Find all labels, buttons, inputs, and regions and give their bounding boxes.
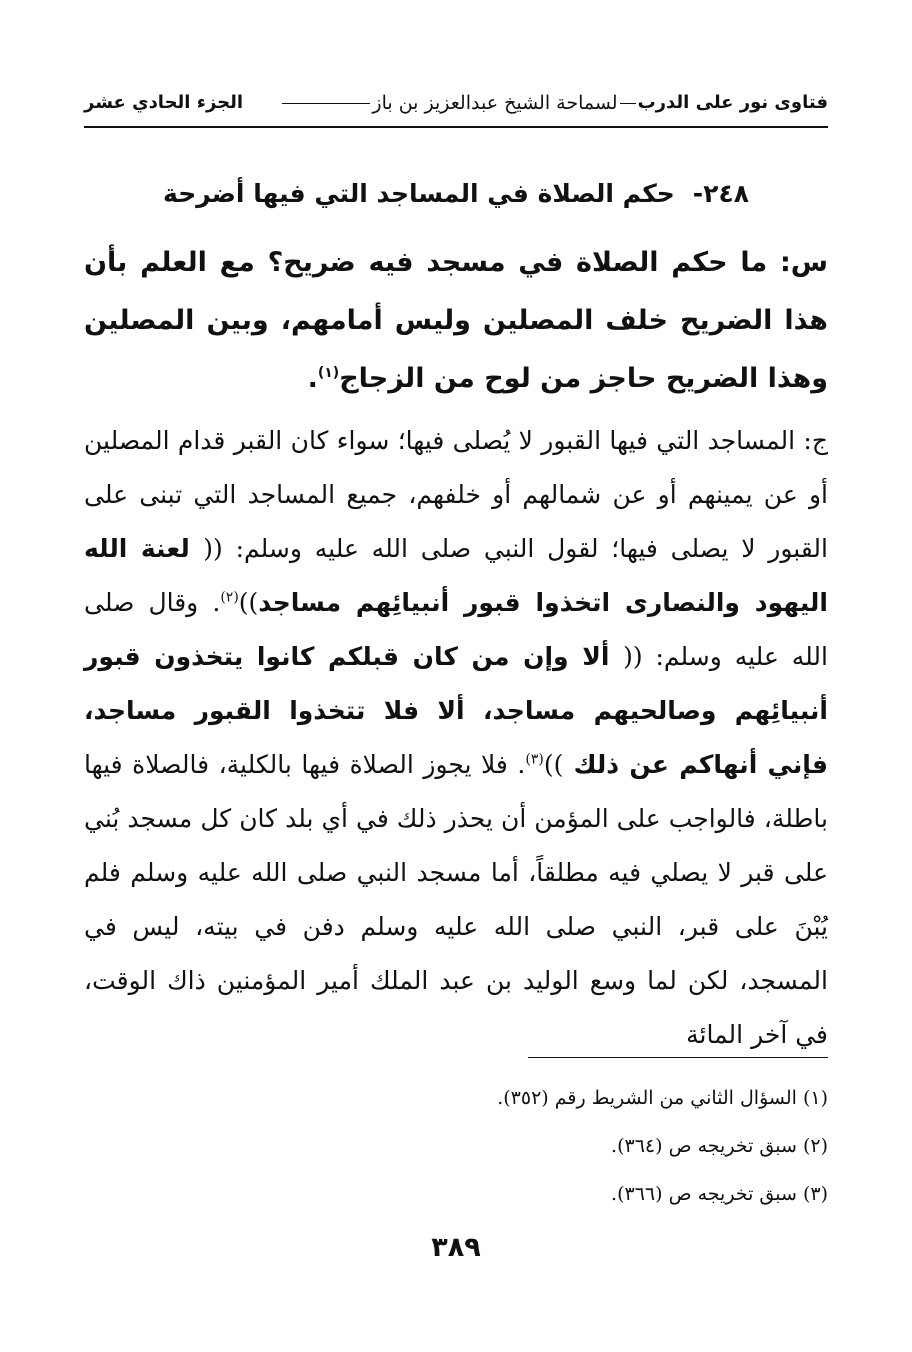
question-paragraph xyxy=(84,234,828,408)
section-heading xyxy=(84,168,828,220)
question-text: س: ما حكم الصلاة في مسجد فيه ضريح؟ مع العلم بأن هذا الضريح خلف المصلين وليس أمامهم، وبين المصلين وهذا الضريح حاجز من لوح من الزجاج xyxy=(84,247,828,394)
answer-text-2: . وقال صلى الله عليه وسلم: (( xyxy=(84,588,828,671)
header-rule xyxy=(84,126,828,128)
footnote-item: (٢) سبق تخريجه ص (٣٦٤). xyxy=(611,1135,828,1157)
page-number: ٣٨٩ xyxy=(431,1232,481,1263)
footnote-ref-2: (٢) xyxy=(220,589,239,606)
answer-paragraph xyxy=(84,414,828,1062)
footnote-rule xyxy=(528,1057,828,1058)
question-end: . xyxy=(307,363,318,394)
footnote-ref-3: (٣) xyxy=(525,751,544,768)
header-dash xyxy=(282,103,370,104)
running-header-title-author xyxy=(280,91,828,114)
volume-label: الجزء الحادي عشر xyxy=(84,92,244,113)
quote-close-2: )) xyxy=(543,750,564,779)
author-name: لسماحة الشيخ عبدالعزيز بن باز xyxy=(372,91,618,114)
footnotes xyxy=(84,1074,828,1218)
book-title: فتاوى نور على الدرب xyxy=(637,92,828,113)
footnote-item: (٣) سبق تخريجه ص (٣٦٦). xyxy=(611,1183,828,1205)
hadith-quote-2: ألا وإن من كان قبلكم كانوا يتخذون قبور أنبيائِهم وصالحيهم مساجد، ألا فلا تتخذوا القبور مساجد، فإني أنهاكم عن ذلك xyxy=(84,642,828,779)
answer-text-1: ج: المساجد التي فيها القبور لا يُصلى فيها؛ سواء كان القبر قدام المصلين أو عن يمينهم أو عن شمالهم أو خلفهم، جميع المساجد التي تبنى على القبور لا يصلى فيها؛ لقول النبي صلى الله عليه وسلم: (( xyxy=(84,426,828,563)
hadith-quote-1: لعنة الله اليهود والنصارى اتخذوا قبور أنبيائِهم مساجد xyxy=(84,534,828,617)
quote-close-1: )) xyxy=(238,588,259,617)
answer-block xyxy=(84,414,828,1062)
question-block xyxy=(84,234,828,408)
section-number: ٢٤٨- xyxy=(692,179,749,208)
answer-text-3: . فلا يجوز الصلاة فيها بالكلية، فالصلاة فيها باطلة، فالواجب على المؤمن أن يحذر ذلك في أي بلد كان كل مسجد بُني على قبر لا يصلي فيه مطلقاً، أما مسجد النبي صلى الله عليه وسلم فلم يُبْنَ على قبر، النبي صلى الله عليه وسلم دفن في بيته، ليس في المسجد، لكن لما وسع الوليد بن عبد الملك أمير المؤمنين ذاك الوقت، في آخر المائة xyxy=(84,750,828,1049)
running-header xyxy=(84,82,828,124)
footnote-item: (١) السؤال الثاني من الشريط رقم (٣٥٢). xyxy=(497,1087,828,1109)
section-title: حكم الصلاة في المساجد التي فيها أضرحة xyxy=(163,179,675,208)
header-dash xyxy=(620,103,636,104)
footnote-ref-1: (١) xyxy=(317,365,340,381)
